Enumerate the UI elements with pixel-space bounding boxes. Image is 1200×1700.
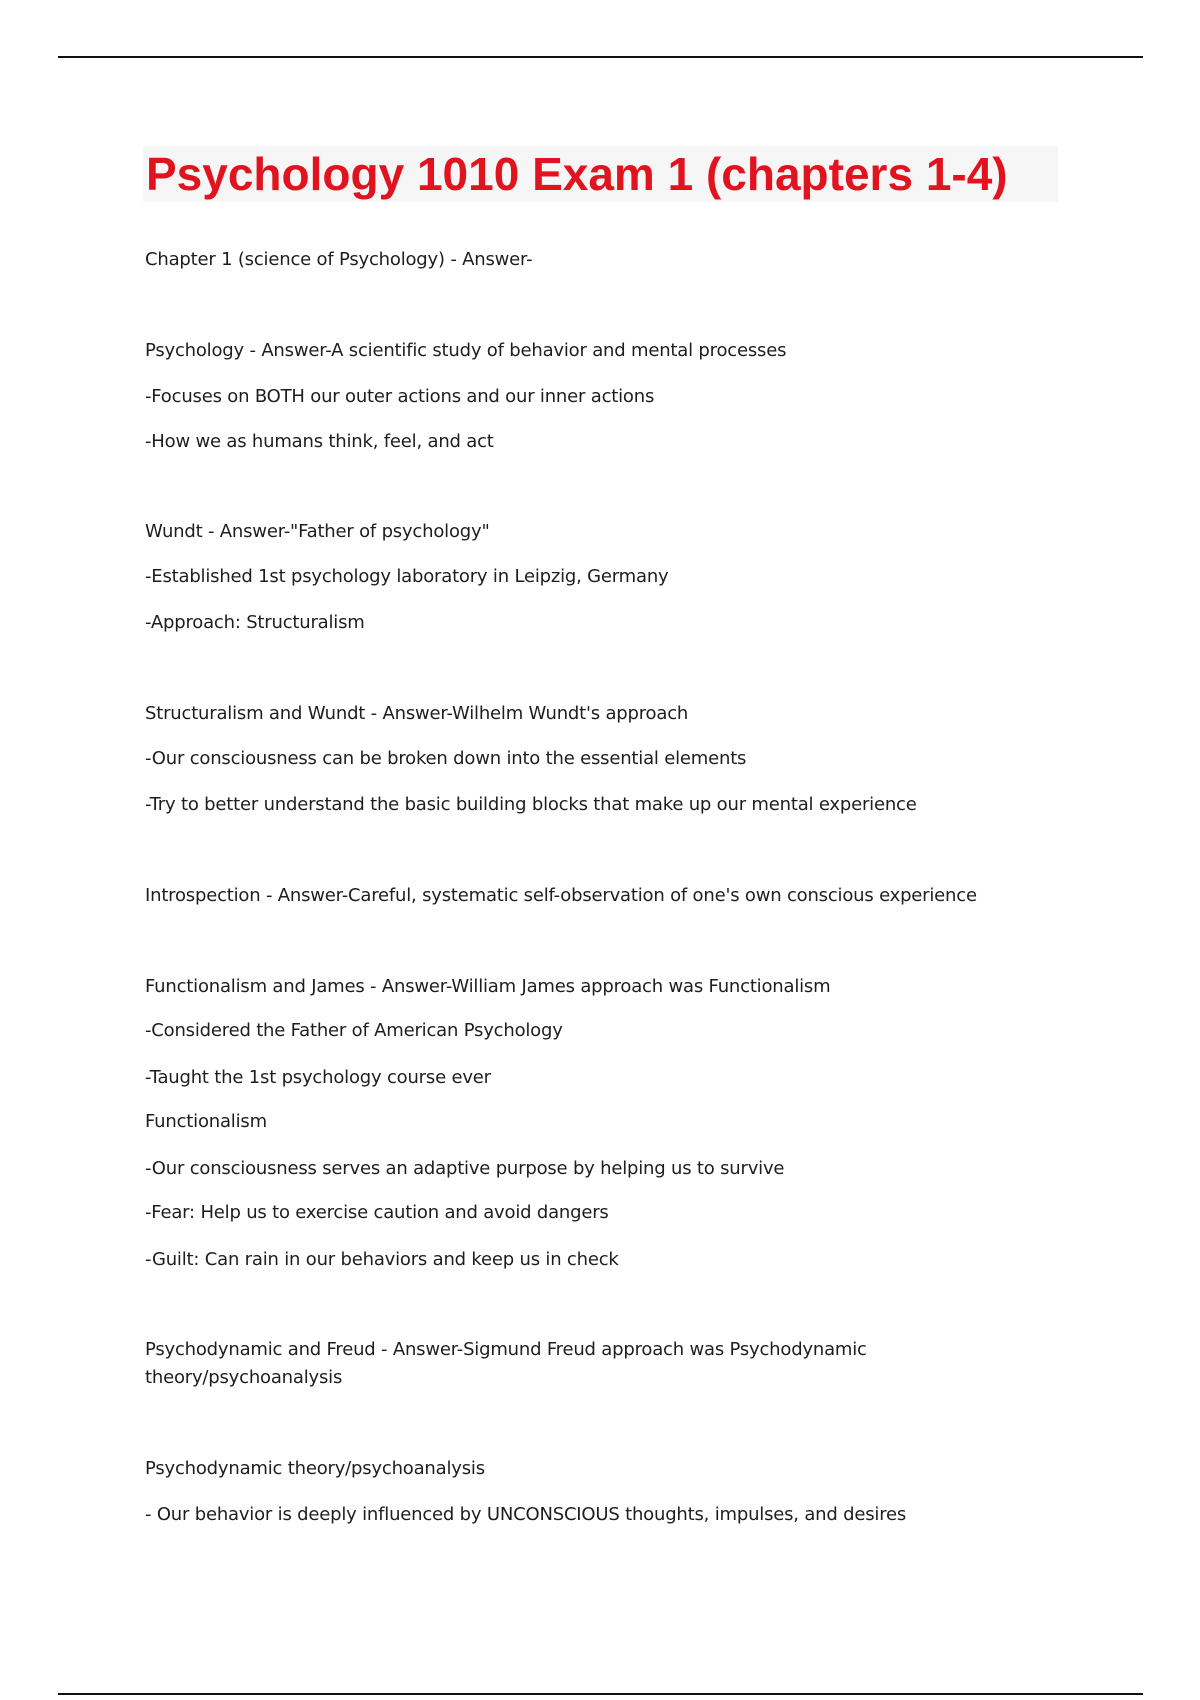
top-rule	[58, 56, 1143, 58]
detail-line: -Guilt: Can rain in our behaviors and keep us in check	[145, 1249, 619, 1270]
term-functionalism: Functionalism and James - Answer-William James approach was Functionalism	[145, 976, 831, 997]
chapter-heading: Chapter 1 (science of Psychology) - Answer-	[145, 249, 533, 270]
term-psychology: Psychology - Answer-A scientific study of behavior and mental processes	[145, 340, 787, 361]
detail-line: -Taught the 1st psychology course ever	[145, 1067, 491, 1088]
detail-line: -How we as humans think, feel, and act	[145, 431, 494, 452]
term-psychodynamic: Psychodynamic and Freud - Answer-Sigmund Freud approach was Psychodynamic theory/psychoanalysis	[145, 1339, 867, 1388]
detail-line: -Considered the Father of American Psychology	[145, 1020, 563, 1041]
term-introspection: Introspection - Answer-Careful, systematic self-observation of one's own conscious experience	[145, 885, 977, 906]
detail-line: -Approach: Structuralism	[145, 612, 365, 633]
detail-line: -Our consciousness serves an adaptive purpose by helping us to survive	[145, 1158, 785, 1179]
document-title: Psychology 1010 Exam 1 (chapters 1-4)	[146, 148, 1008, 200]
detail-line: -Focuses on BOTH our outer actions and our inner actions	[145, 386, 655, 407]
term-structuralism: Structuralism and Wundt - Answer-Wilhelm Wundt's approach	[145, 703, 689, 724]
term-wundt: Wundt - Answer-"Father of psychology"	[145, 521, 490, 542]
detail-line: -Try to better understand the basic building blocks that make up our mental experience	[145, 794, 917, 815]
detail-line: -Established 1st psychology laboratory in Leipzig, Germany	[145, 566, 669, 587]
detail-line: - Our behavior is deeply influenced by UNCONSCIOUS thoughts, impulses, and desires	[145, 1504, 907, 1525]
detail-line: -Our consciousness can be broken down into the essential elements	[145, 748, 747, 769]
detail-line: -Fear: Help us to exercise caution and avoid dangers	[145, 1202, 609, 1223]
bottom-rule	[58, 1693, 1143, 1695]
subheading-functionalism: Functionalism	[145, 1111, 267, 1132]
subheading-psychoanalysis: Psychodynamic theory/psychoanalysis	[145, 1458, 485, 1479]
